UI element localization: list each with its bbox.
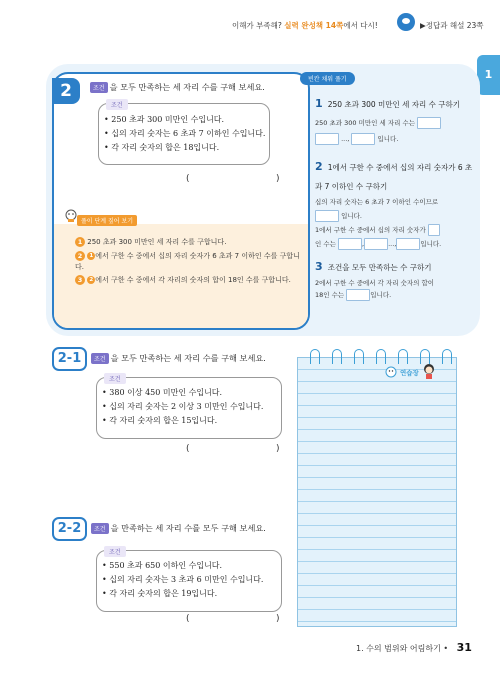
practice-notepad[interactable] (297, 357, 457, 627)
problem-2-question-text: 을 모두 만족하는 세 자리 수를 구해 보세요. (109, 82, 265, 92)
review-note-highlight: 실력 완성책 14쪽 (284, 21, 344, 30)
footer-chapter: 1. 수의 범위와 어림하기 (356, 644, 441, 653)
condition-tag: 조건 (91, 353, 109, 364)
separator: ..., (341, 135, 350, 143)
step-1-line-2 (315, 133, 475, 145)
answer-blank[interactable] (346, 289, 370, 301)
answer-reference: ▶정답과 해설 23쪽 (420, 21, 484, 30)
step-2-line-4 (315, 238, 475, 250)
step-heading: 조건을 모두 만족하는 수 구하기 (327, 263, 432, 272)
step-1-text: 250 초과 300 미만인 세 자리 수는 (315, 119, 416, 127)
notepad-ring-icon (442, 349, 452, 364)
review-note-suffix: 에서 다시! (343, 21, 378, 30)
step-heading: 1에서 구한 수 중에서 십의 자리 숫자가 6 초과 7 이하인 수 구하기 (315, 163, 473, 191)
problem-2-1-condition-list (102, 386, 263, 428)
mascot-icon (397, 13, 415, 31)
problem-2-1-question-text: 을 모두 만족하는 세 자리 수를 구해 보세요. (110, 353, 266, 363)
hint-step-2 (75, 251, 300, 273)
step-1-end: 입니다. (377, 135, 399, 143)
step-2-text-3: 1에서 구한 수 중에서 십의 자리 숫자가 (315, 226, 426, 234)
answer-paren-open: ( (186, 174, 190, 184)
hint-title: 풀이 단계 짚어 보기 (77, 215, 137, 226)
problem-2-condition-list (104, 113, 265, 155)
ref-badge: 1 (87, 252, 95, 260)
problem-2-1-question (91, 353, 266, 364)
problem-2-2-question (91, 523, 266, 534)
condition-item: • 십의 자리 숫자는 3 초과 6 미만인 수입니다. (102, 575, 264, 584)
girl-mascot-icon (422, 363, 436, 379)
chapter-side-tab: 1 (477, 55, 500, 95)
step-2-line-3 (315, 224, 475, 236)
notepad-label: 연습장 (400, 369, 419, 377)
notepad-ring-icon (310, 349, 320, 364)
step-2-text-4: 인 수는 (315, 240, 336, 248)
answer-paren-open: ( (186, 614, 190, 624)
step-number: 2 (315, 160, 323, 173)
step-3-text-1: 2에서 구한 수 중에서 각 자리 숫자의 합이 (315, 279, 435, 287)
step-2-line-2 (315, 210, 475, 222)
answer-blank[interactable] (417, 117, 441, 129)
answer-paren-close: ) (276, 174, 280, 184)
hint-text: 에서 구한 수 중에서 각 자리의 숫자의 합이 18인 수를 구합니다. (95, 276, 291, 284)
notepad-mascot-icon (385, 363, 397, 375)
condition-item: • 십의 자리 숫자는 6 초과 7 이하인 수입니다. (104, 129, 266, 138)
problem-2-number: 2 (52, 78, 80, 104)
fill-in-steps-title: 빈칸 채워 풀기 (300, 72, 355, 85)
review-note-prefix: 이해가 부족해? (232, 21, 285, 30)
step-3-line-2 (315, 289, 475, 301)
answer-paren-close: ) (276, 614, 280, 624)
condition-item: • 550 초과 650 이하인 수입니다. (102, 561, 223, 570)
hint-text: 250 초과 300 미만인 세 자리 수를 구합니다. (87, 238, 227, 246)
hint-step-1 (75, 237, 300, 248)
problem-2-2-answer-field[interactable] (194, 616, 274, 628)
page-footer (356, 641, 472, 654)
step-number: 3 (315, 260, 323, 273)
hint-mascot-icon (64, 208, 78, 222)
answer-blank[interactable] (315, 210, 339, 222)
problem-2-1-number: 2-1 (52, 347, 87, 371)
notepad-ring-icon (398, 349, 408, 364)
problem-2-answer-field[interactable] (194, 176, 274, 188)
problem-2-2-number: 2-2 (52, 517, 87, 541)
step-badge: 3 (75, 275, 85, 285)
condition-tag: 조건 (91, 523, 109, 534)
answer-blank[interactable] (428, 224, 440, 236)
answer-blank[interactable] (338, 238, 365, 250)
step-badge: 2 (75, 251, 85, 261)
step-2-text-2: 입니다. (341, 212, 362, 220)
footer-bullet: • (443, 644, 449, 653)
ref-badge: 2 (87, 276, 95, 284)
step-3-text-2: 18인 수는 (315, 291, 345, 299)
condition-item: • 각 자리 숫자의 합은 15입니다. (102, 416, 218, 425)
condition-item: • 380 이상 450 미만인 수입니다. (102, 388, 223, 397)
answer-blank[interactable] (361, 238, 388, 250)
answer-blank[interactable] (396, 238, 420, 250)
separator: ..., (388, 240, 397, 248)
step-1 (315, 92, 475, 145)
conditions-label: 조건 (104, 546, 126, 557)
answer-paren-open: ( (186, 444, 190, 454)
answer-blank[interactable] (315, 133, 339, 145)
notepad-ring-icon (354, 349, 364, 364)
page-number: 31 (456, 641, 472, 654)
answer-paren-close: ) (276, 444, 280, 454)
review-note (232, 20, 378, 31)
problem-2-2-question-text: 을 만족하는 세 자리 수를 모두 구해 보세요. (110, 523, 266, 533)
step-badge: 1 (75, 237, 85, 247)
step-3-end: 입니다. (370, 291, 392, 299)
condition-tag: 조건 (90, 82, 108, 93)
problem-2-question (90, 82, 265, 93)
step-heading: 250 초과 300 미만인 세 자리 수 구하기 (327, 100, 461, 109)
notepad-ring-icon (376, 349, 386, 364)
separator: , (361, 240, 365, 248)
step-3 (315, 255, 475, 301)
hint-step-3 (75, 275, 300, 286)
condition-item: • 250 초과 300 미만인 수입니다. (104, 115, 225, 124)
condition-item: • 각 자리 숫자의 합은 19입니다. (102, 589, 218, 598)
condition-item: • 십의 자리 숫자는 2 이상 3 미만인 수입니다. (102, 402, 264, 411)
hint-text: 에서 구한 수 중에서 십의 자리 숫자가 6 초과 7 이하인 수를 구합니다. (75, 252, 300, 271)
problem-2-2-condition-list (102, 559, 263, 601)
answer-blank[interactable] (351, 133, 375, 145)
notepad-ring-icon (420, 349, 430, 364)
conditions-label: 조건 (106, 99, 128, 110)
condition-item: • 각 자리 숫자의 합은 18입니다. (104, 143, 220, 152)
problem-2-1-answer-field[interactable] (194, 446, 274, 458)
step-2-end: 입니다. (420, 240, 442, 248)
step-2 (315, 155, 475, 250)
step-number: 1 (315, 97, 323, 110)
conditions-label: 조건 (104, 373, 126, 384)
notepad-ring-icon (332, 349, 342, 364)
step-2-text-1: 십의 자리 숫자는 6 초과 7 이하인 수이므로 (315, 198, 439, 206)
step-1-line (315, 117, 475, 129)
